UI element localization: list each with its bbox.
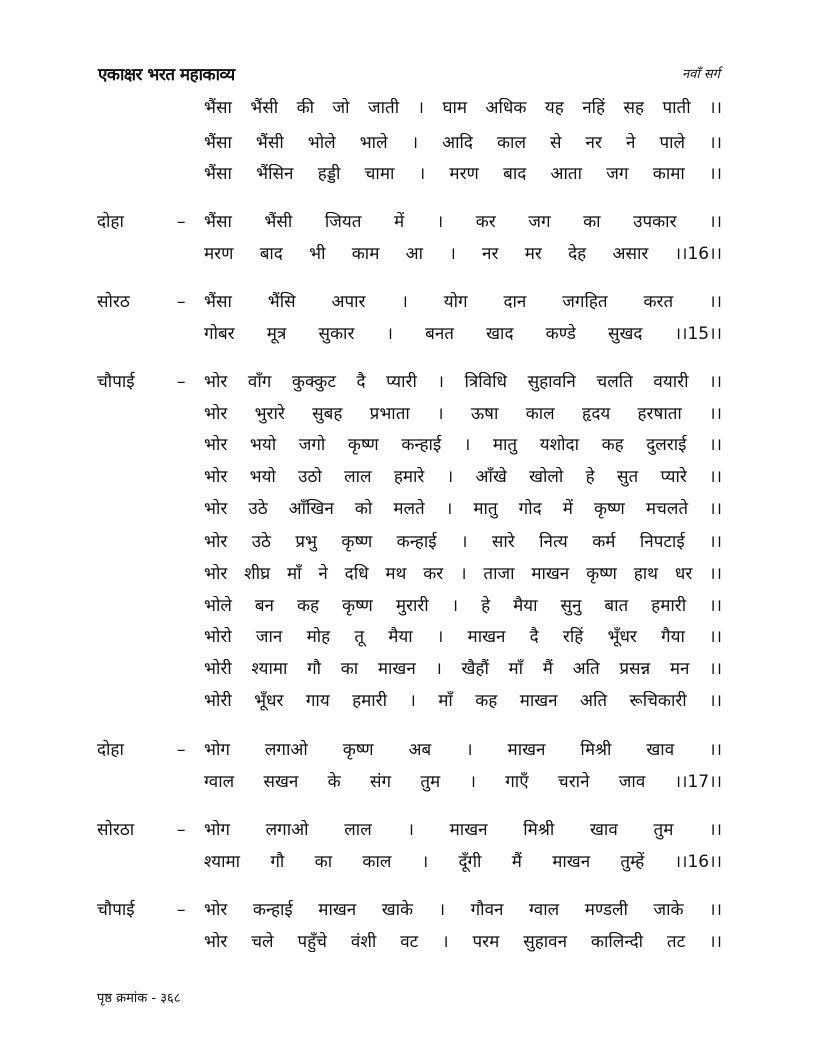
verse-line: भैंसा भैंसी जियत में । कर जग का उपकार ।। <box>204 212 722 232</box>
verse-type-label: दोहा <box>97 740 124 760</box>
verse-type-label: दोहा <box>97 212 124 232</box>
verse-type-label: सोरठा <box>97 820 135 840</box>
verse-line: भोरो जान मोह तू मैया । माखन दै रहिं भूँधर गैया ।। <box>204 627 722 647</box>
verse-line: भैंसा भैंसि अपार । योग दान जगहित करत ।। <box>204 292 722 312</box>
verse-line: भैंसा भैंसी भोले भाले । आदि काल से नर ने पाले ।। <box>204 133 722 153</box>
page-number: पृष्ठ क्रमांक - ३६८ <box>97 991 181 1006</box>
verse-line: भैंसा भैंसी की जो जाती । घाम अधिक यह नहिं सह पाती ।। <box>204 98 722 118</box>
verse-line: भोरी श्यामा गौ का माखन । खैहौं माँ मैं अति प्रसन्न मन ।। <box>204 659 722 679</box>
label-dash: – <box>177 740 186 760</box>
verse-line: भोर शीघ्र माँ ने दधि मथ कर । ताजा माखन कृष्ण हाथ धर ।। <box>204 564 722 584</box>
verse-line: भोर उठे प्रभु कृष्ण कन्हाई । सारे नित्य कर्म निपटाई ।। <box>204 532 722 552</box>
verse-line: भोर चले पहुँचे वंशी वट । परम सुहावन कालिन्दी तट ।। <box>204 932 722 952</box>
verse-line: भोले बन कह कृष्ण मुरारी । हे मैया सुनु बात हमारी ।। <box>204 596 722 616</box>
verse-line: मरण बाद भी काम आ । नर मर देह असार ।।16।। <box>204 244 722 264</box>
verse-line: भोर उठे आँखिन को मलते । मातु गोद में कृष्ण मचलते ।। <box>204 499 722 519</box>
verse-line: भोरी भूँधर गाय हमारी । माँ कह माखन अति रूचिकारी ।। <box>204 691 722 711</box>
verse-line: भैंसा भैंसिन हड्डी चामा । मरण बाद आता जग कामा ।। <box>204 164 722 184</box>
verse-line: भोग लगाओ लाल । माखन मिश्री खाव तुम ।। <box>204 820 722 840</box>
label-dash: – <box>177 212 186 232</box>
verse-line: भोर भुरारे सुबह प्रभाता । ऊषा काल हृदय हरषाता ।। <box>204 404 722 424</box>
label-dash: – <box>177 372 186 392</box>
verse-line: गोबर मूत्र सुकार । बनत खाद कण्डे सुखद ।।15।। <box>204 324 722 344</box>
verse-line: भोर कन्हाई माखन खाके । गौवन ग्वाल मण्डली जाके ।। <box>204 900 722 920</box>
label-dash: – <box>177 820 186 840</box>
verse-line: भोर भयो जगो कृष्ण कन्हाई । मातु यशोदा कह दुलराई ।। <box>204 435 722 455</box>
verse-line: भोर भयो उठो लाल हमारे । आँखे खोलो हे सुत प्यारे ।। <box>204 467 722 487</box>
verse-type-label: सोरठ <box>97 292 130 312</box>
verse-line: भोग लगाओ कृष्ण अब । माखन मिश्री खाव ।। <box>204 740 722 760</box>
book-title: एकाक्षर भरत महाकाव्य <box>98 65 235 85</box>
label-dash: – <box>177 292 186 312</box>
chapter-title: नवाँ सर्ग <box>681 67 720 82</box>
label-dash: – <box>177 900 186 920</box>
verse-line: भोर वाँग कुक्कुट दै प्यारी । त्रिविधि सुहावनि चलति वयारी ।। <box>204 372 722 392</box>
verse-type-label: चौपाई <box>97 900 135 920</box>
verse-line: श्यामा गौ का काल । दूँगी मैं माखन तुम्हें ।।16।। <box>204 852 722 872</box>
verse-type-label: चौपाई <box>97 372 135 392</box>
verse-line: ग्वाल सखन के संग तुम । गाएँ चराने जाव ।।17।। <box>204 772 722 792</box>
